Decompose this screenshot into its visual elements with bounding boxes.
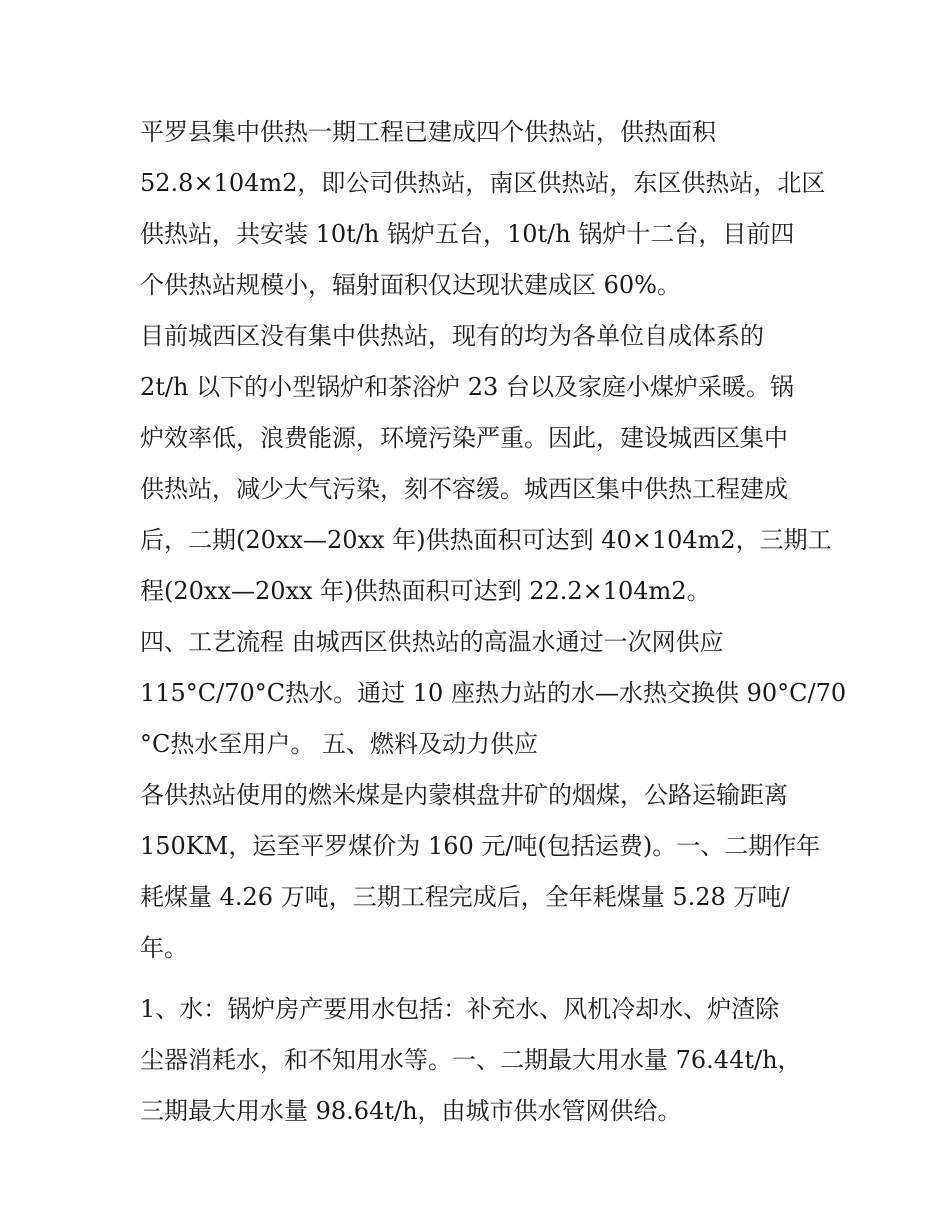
text-line: 三期最大用水量 98.64t/h，由城市供水管网供给。 <box>140 1097 682 1125</box>
text-line: 供热站，共安装 10t/h 锅炉五台，10t/h 锅炉十二台，目前四 <box>140 220 795 248</box>
text-line: 150KM，运至平罗煤价为 160 元/吨(包括运费)。一、二期作年 <box>140 832 821 860</box>
text-line: 平罗县集中供热一期工程已建成四个供热站，供热面积 <box>140 118 716 146</box>
text-line: 目前城西区没有集中供热站，现有的均为各单位自成体系的 <box>140 322 764 350</box>
text-line: 52.8×104m2，即公司供热站，南区供热站，东区供热站，北区 <box>140 169 826 197</box>
text-line: 115°C/70°C热水。通过 10 座热力站的水—水热交换供 90°C/70 <box>140 679 847 707</box>
text-line: 2t/h 以下的小型锅炉和茶浴炉 23 台以及家庭小煤炉采暖。锅 <box>140 373 794 401</box>
text-line: °C热水至用户。 五、燃料及动力供应 <box>140 730 538 758</box>
text-line: 后，二期(20xx—20xx 年)供热面积可达到 40×104m2，三期工 <box>140 526 832 554</box>
text-line: 供热站，减少大气污染，刻不容缓。城西区集中供热工程建成 <box>140 475 788 503</box>
text-line: 各供热站使用的燃米煤是内蒙棋盘井矿的烟煤，公路运输距离 <box>140 781 788 809</box>
text-line: 尘器消耗水，和不知用水等。一、二期最大用水量 76.44t/h， <box>140 1046 802 1074</box>
text-line: 四、工艺流程 由城西区供热站的高温水通过一次网供应 <box>140 628 724 656</box>
text-line: 个供热站规模小，辐射面积仅达现状建成区 60%。 <box>140 271 681 299</box>
text-line: 1、水：锅炉房产要用水包括：补充水、风机冷却水、炉渣除 <box>140 995 780 1023</box>
text-line: 耗煤量 4.26 万吨，三期工程完成后，全年耗煤量 5.28 万吨/ <box>140 883 790 911</box>
paragraph-gap <box>140 974 820 984</box>
text-line: 炉效率低，浪费能源，环境污染严重。因此，建设城西区集中 <box>140 424 788 452</box>
text-line: 程(20xx—20xx 年)供热面积可达到 22.2×104m2。 <box>140 577 711 605</box>
body-text <box>140 107 847 1137</box>
text-line: 年。 <box>140 934 188 962</box>
